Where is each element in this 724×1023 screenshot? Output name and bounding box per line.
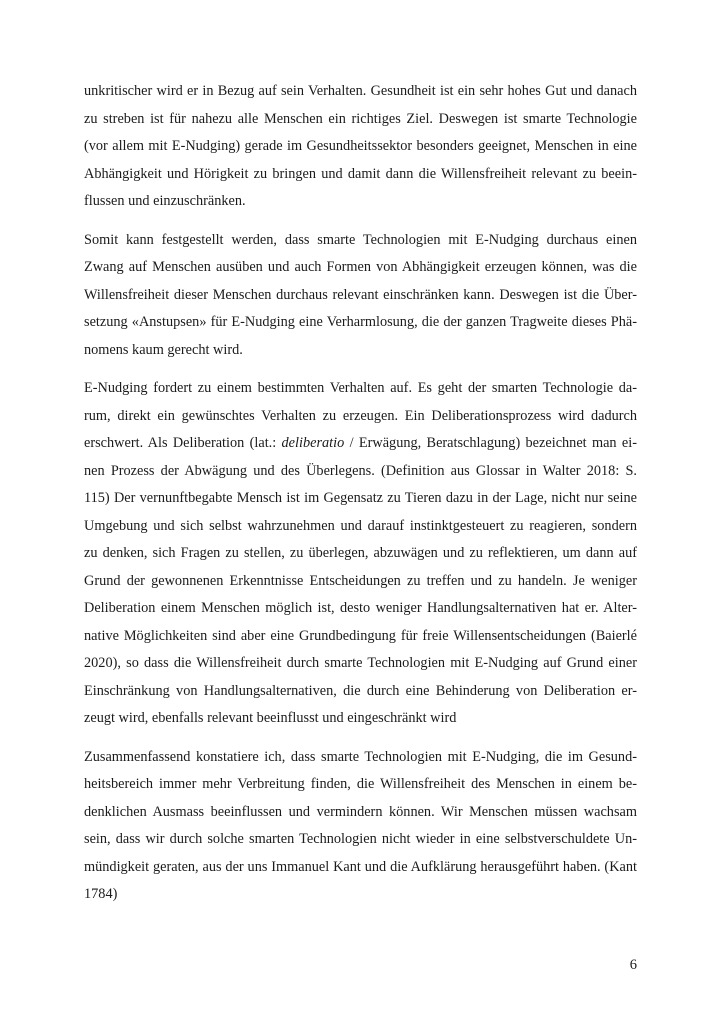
document-page — [84, 78, 637, 920]
text-line: native Möglichkeiten sind aber eine Grundbedingung für freie Willensentscheidungen (Baierlé — [84, 627, 637, 644]
text-line: unkritischer wird er in Bezug auf sein Verhalten. Gesundheit ist ein sehr hohes Gut und danach — [84, 83, 637, 99]
text-line: Zwang auf Menschen ausüben und auch Formen von Abhängigkeit erzeugen können, was die — [84, 259, 637, 275]
paragraph — [84, 744, 637, 909]
text-line: Umgebung und sich selbst wahrzunehmen und darauf instinktgesteuert zu reagieren, sondern — [84, 517, 637, 534]
text-segment: / Erwägung, Beratschlagung) bezeichnet man ei- — [344, 435, 637, 451]
text-line: Willensfreiheit dieser Menschen durchaus relevant einschränken kann. Deswegen ist die Über- — [84, 286, 637, 303]
paragraph — [84, 78, 637, 216]
latin-term-italic: deliberatio — [281, 435, 345, 451]
text-line: Abhängigkeit und Hörigkeit zu bringen und damit dann die Willensfreiheit relevant zu beein- — [84, 165, 637, 182]
text-line: setzung «Anstupsen» für E-Nudging eine Verharmlosung, die der ganzen Tragweite dieses Phä- — [84, 314, 637, 330]
text-line: nen Prozess der Abwägung und des Überlegens. (Definition aus Glossar in Walter 2018: S. — [84, 462, 637, 479]
text-line: Grund der gewonnenen Erkenntnisse Entscheidungen zu treffen und zu handeln. Je weniger — [84, 572, 637, 589]
text-line: sein, dass wir durch solche smarten Technologien nicht wieder in eine selbstverschuldete Un- — [84, 831, 637, 847]
paragraph — [84, 227, 637, 365]
text-line: 2020), so dass die Willensfreiheit durch smarte Technologien mit E-Nudging auf Grund einer — [84, 655, 637, 671]
text-line: zeugt wird, ebenfalls relevant beeinflusst und eingeschränkt wird — [84, 710, 457, 726]
text-line: E-Nudging fordert zu einem bestimmten Verhalten auf. Es geht der smarten Technologie da- — [84, 380, 637, 396]
text-line: Somit kann festgestellt werden, dass smarte Technologien mit E-Nudging durchaus einen — [84, 231, 637, 248]
text-line: zu denken, sich Fragen zu stellen, zu überlegen, abzuwägen und zu reflektieren, um dann auf — [84, 545, 637, 561]
paragraph — [84, 375, 637, 733]
text-line: rum, direkt ein gewünschtes Verhalten zu erzeugen. Ein Deliberationsprozess wird dadurch — [84, 407, 637, 424]
text-line: Einschränkung von Handlungsalternativen, die durch eine Behinderung von Deliberation er- — [84, 682, 637, 699]
text-line: 115) Der vernunftbegabte Mensch ist im Gegensatz zu Tieren dazu in der Lage, nicht nur seine — [84, 490, 637, 506]
text-line: 1784) — [84, 886, 118, 902]
text-line: Zusammenfassend konstatiere ich, dass smarte Technologien mit E-Nudging, die im Gesund- — [84, 748, 637, 765]
page-number: 6 — [629, 957, 637, 973]
text-line: zu streben ist für nahezu alle Menschen ein richtiges Ziel. Deswegen ist smarte Technologie — [84, 110, 637, 127]
text-segment: erschwert. Als Deliberation (lat.: — [84, 435, 282, 451]
text-line: mündigkeit geraten, aus der uns Immanuel Kant und die Aufklärung herausgeführt haben. (Kant — [84, 858, 637, 875]
text-line: flussen und einzuschränken. — [84, 193, 246, 209]
text-line: Deliberation einem Menschen möglich ist, desto weniger Handlungsalternativen hat er. Alter- — [84, 600, 637, 616]
text-line: (vor allem mit E-Nudging) gerade im Gesundheitssektor besonders geeignet, Menschen in eine — [84, 138, 637, 154]
text-line — [84, 430, 637, 458]
text-line: nomens kaum gerecht wird. — [84, 341, 243, 358]
text-line: heitsbereich immer mehr Verbreitung finden, die Willensfreiheit des Menschen in einem be- — [84, 776, 637, 792]
text-line: denklichen Ausmass beeinflussen und vermindern können. Wir Menschen müssen wachsam — [84, 803, 637, 820]
